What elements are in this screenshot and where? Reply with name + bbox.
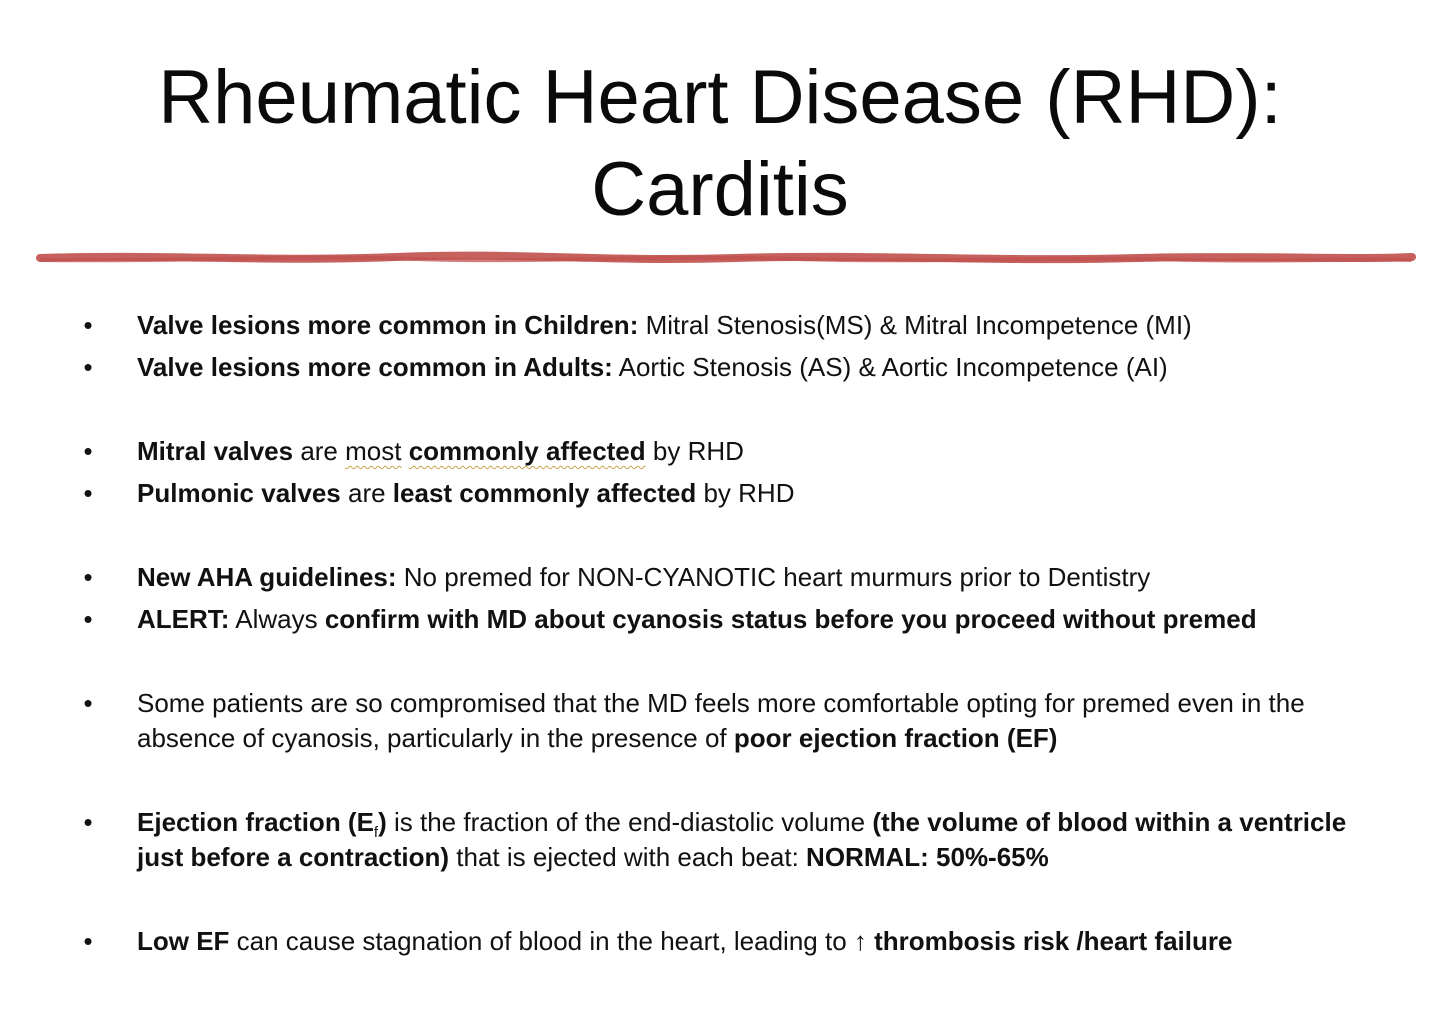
- plain-text: Aortic Stenosis (AS) & Aortic Incompetence (AI): [612, 352, 1168, 382]
- spellcheck-underlined-text: most: [345, 436, 402, 466]
- bold-spellcheck-text: commonly affected: [408, 436, 646, 466]
- bullet-dot: •: [83, 807, 93, 837]
- plain-text: that is ejected with each beat:: [449, 842, 807, 872]
- bold-text: Ejection fraction (E: [137, 807, 374, 837]
- plain-text: Mitral Stenosis(MS) & Mitral Incompetence (MI): [638, 310, 1192, 340]
- plain-text: are: [340, 478, 393, 508]
- plain-text: [401, 436, 408, 466]
- bullet-dot: •: [83, 478, 93, 508]
- plain-text: by RHD: [696, 478, 795, 508]
- bold-text: (the volume of blood within a ventricle just before a contraction): [137, 807, 1347, 872]
- plain-text: Some patients are so compromised that the MD feels more comfortable opting for premed even in the absence of cyanosis, particularly in the presence of: [137, 688, 1305, 753]
- bullet-text: [137, 924, 1417, 959]
- plain-text: can cause stagnation of blood in the heart, leading to: [229, 926, 854, 956]
- plain-text: by RHD: [645, 436, 744, 466]
- bullet-text: [137, 602, 1387, 637]
- bullet-text: [137, 805, 1377, 875]
- bold-text: confirm with MD about cyanosis status before you proceed without premed: [324, 604, 1257, 634]
- subscript-text: f: [373, 824, 379, 842]
- bold-text: Valve lesions more common in Adults:: [137, 352, 613, 382]
- bullet-text: [137, 434, 1387, 469]
- bold-text: Pulmonic valves: [137, 478, 341, 508]
- plain-text: Always: [229, 604, 325, 634]
- bullet-text: [137, 350, 1387, 385]
- plain-text: is the fraction of the end-diastolic volume: [386, 807, 873, 837]
- bold-text: Low EF: [137, 926, 230, 956]
- plain-text: No premed for NON-CYANOTIC heart murmurs prior to Dentistry: [396, 562, 1151, 592]
- bullet-text: [137, 686, 1337, 756]
- bold-text: Valve lesions more common in Children:: [137, 310, 639, 340]
- bold-text: NORMAL: 50%-65%: [806, 842, 1049, 872]
- bold-text: ALERT:: [137, 604, 230, 634]
- bold-text: New AHA guidelines:: [137, 562, 397, 592]
- title-line-2: Carditis: [591, 147, 849, 232]
- bold-text: ): [378, 807, 387, 837]
- bullet-dot: •: [83, 310, 93, 340]
- bullet-text: [137, 476, 1387, 511]
- bullet-dot: •: [83, 688, 93, 718]
- bullet-text: [137, 560, 1387, 595]
- bullet-dot: •: [83, 604, 93, 634]
- bullet-dot: •: [83, 352, 93, 382]
- bullet-dot: •: [83, 436, 93, 466]
- bold-text: ↑ thrombosis risk /heart failure: [853, 926, 1233, 956]
- bullet-text: [137, 308, 1387, 343]
- title-line-1: Rheumatic Heart Disease (RHD):: [158, 55, 1282, 140]
- bold-text: least commonly affected: [392, 478, 697, 508]
- bullet-dot: •: [83, 926, 93, 956]
- plain-text: are: [293, 436, 346, 466]
- slide-title: [60, 52, 1380, 236]
- title-divider-line: [36, 240, 1416, 274]
- bold-text: Mitral valves: [137, 436, 294, 466]
- bullet-dot: •: [83, 562, 93, 592]
- bold-text: poor ejection fraction (EF): [733, 723, 1058, 753]
